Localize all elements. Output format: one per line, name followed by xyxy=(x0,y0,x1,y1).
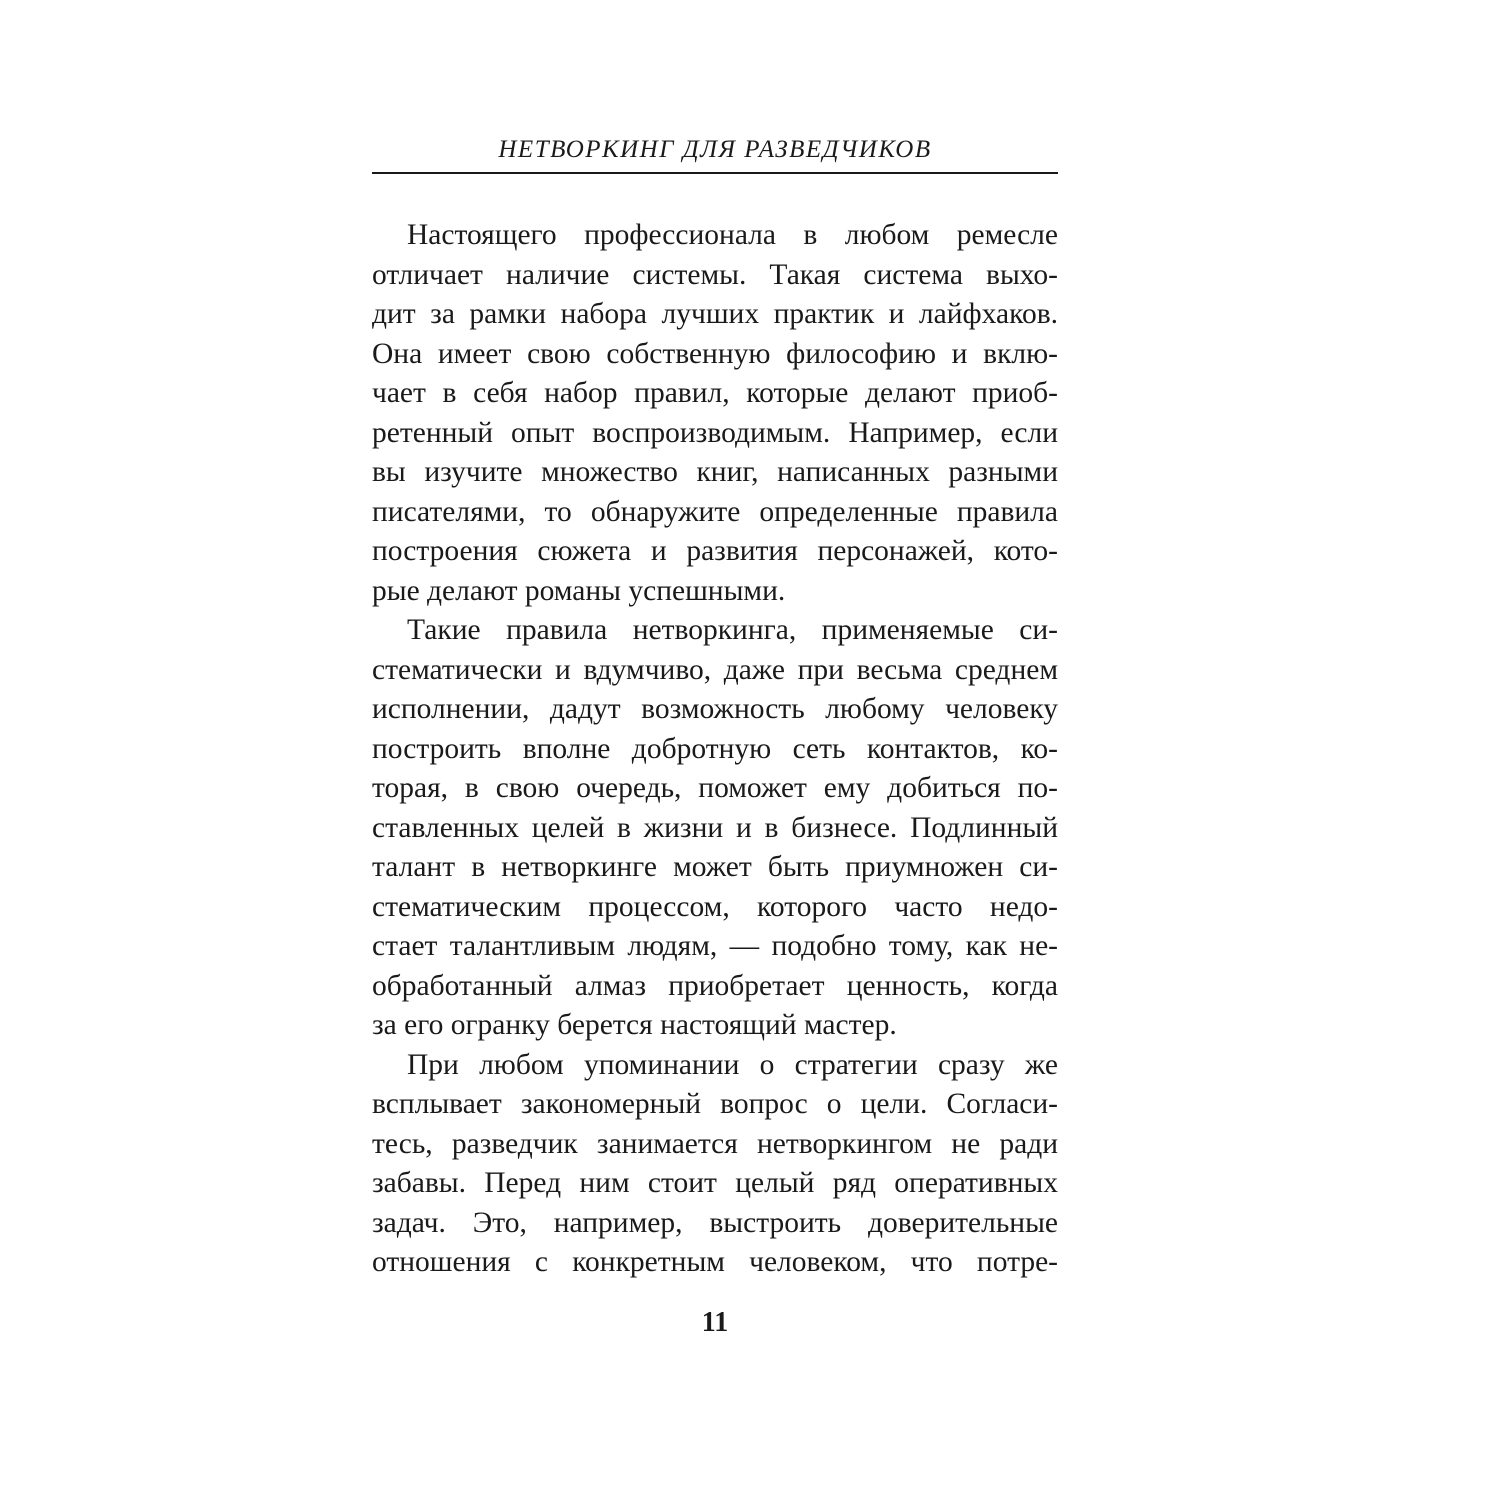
book-page xyxy=(372,130,1058,1338)
text-line: При любом упоминании о стратегии сразу же xyxy=(407,1048,1058,1081)
text-line: тесь, разведчик занимается нетворкингом не ради xyxy=(372,1127,1058,1160)
body-text xyxy=(372,216,1058,1283)
text-line: за его огранку берется настоящий мастер. xyxy=(372,1009,897,1041)
text-line: забавы. Перед ним стоит целый ряд оперативных xyxy=(372,1167,1058,1199)
header-rule xyxy=(372,172,1058,174)
text-line: отличает наличие системы. Такая система выхо- xyxy=(372,258,1058,291)
text-line: ставленных целей в жизни и в бизнесе. Подлинный xyxy=(372,811,1058,844)
text-line: стематическим процессом, которого часто недо- xyxy=(372,890,1058,923)
text-line: обработанный алмаз приобретает ценность, когда xyxy=(372,969,1058,1002)
text-line: рые делают романы успешными. xyxy=(372,574,786,607)
text-line: задач. Это, например, выстроить доверительные xyxy=(372,1206,1058,1239)
running-head: НЕТВОРКИНГ ДЛЯ РАЗВЕДЧИКОВ xyxy=(498,136,932,163)
text-line: Она имеет свою собственную философию и вклю- xyxy=(372,337,1058,370)
text-line: исполнении, дадут возможность любому человеку xyxy=(372,693,1058,725)
text-line: построить вполне добротную сеть контактов, ко- xyxy=(372,732,1058,765)
paragraph-3 xyxy=(372,1046,1058,1283)
text-line: всплывает закономерный вопрос о цели. Согласи- xyxy=(372,1088,1058,1120)
paragraph-2 xyxy=(372,611,1058,1046)
text-line: торая, в свою очередь, поможет ему добиться по- xyxy=(372,772,1058,804)
text-line: талант в нетворкинге может быть приумножен си- xyxy=(372,851,1058,883)
text-line: Настоящего профессионала в любом ремесле xyxy=(407,219,1058,251)
text-line: стает талантливым людям, — подобно тому, как не- xyxy=(372,930,1058,962)
text-line: Такие правила нетворкинга, применяемые си- xyxy=(407,614,1058,646)
page-number: 11 xyxy=(701,1307,729,1338)
text-line: чает в себя набор правил, которые делают приоб- xyxy=(372,377,1058,409)
text-line: ретенный опыт воспроизводимым. Например, если xyxy=(372,416,1058,449)
text-line: вы изучите множество книг, написанных разными xyxy=(372,456,1058,488)
text-line: писателями, то обнаружите определенные правила xyxy=(372,495,1058,528)
text-line: построения сюжета и развития персонажей, кото- xyxy=(372,535,1058,567)
text-line: отношения с конкретным человеком, что потре- xyxy=(372,1246,1058,1278)
text-line: дит за рамки набора лучших практик и лайфхаков. xyxy=(372,298,1058,330)
paragraph-1 xyxy=(372,216,1058,611)
text-line: стематически и вдумчиво, даже при весьма среднем xyxy=(372,653,1058,686)
